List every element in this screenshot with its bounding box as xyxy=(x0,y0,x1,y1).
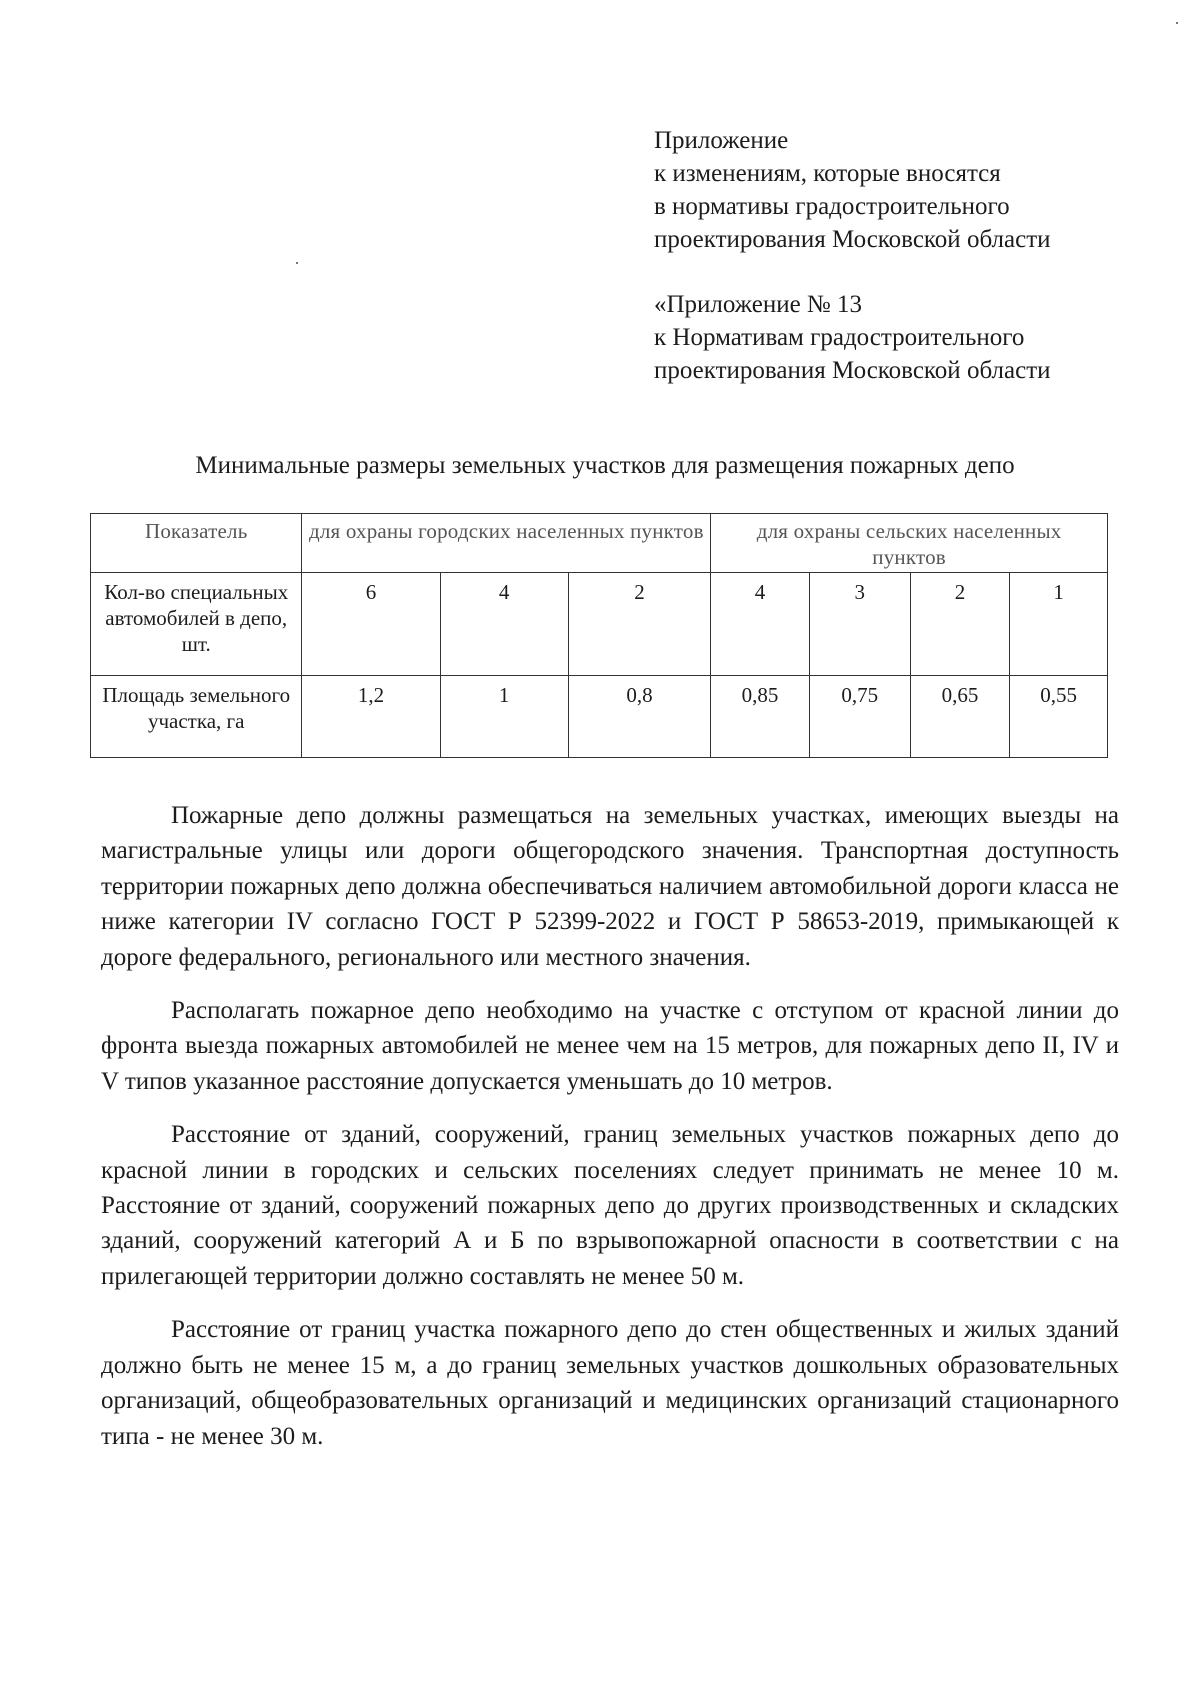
table-cell: 0,65 xyxy=(910,676,1010,758)
table-row xyxy=(91,676,1108,758)
table-cell: 4 xyxy=(711,573,810,676)
table-cell: 2 xyxy=(910,573,1010,676)
document-title: Минимальные размеры земельных участков для размещения пожарных депо xyxy=(195,452,1015,479)
paragraph: Расстояние от зданий, сооружений, границ земельных участков пожарных депо до красной линии в городских и сельских поселениях следует принимать не менее 10 м. Расстояние от зданий, сооружений пожарных депо до других производственных и складских зданий, сооружений категорий А и Б по взрывопожарной опасности в соответствии с на прилегающей территории должно составлять не менее 50 м. xyxy=(101,1121,1119,1290)
table-cell: 6 xyxy=(302,573,440,676)
header-urban: для охраны городских населенных пунктов xyxy=(302,514,711,573)
table-cell: 1,2 xyxy=(302,676,440,758)
row-label-area: Площадь земельного участка, га xyxy=(91,676,302,758)
appendix-line: в нормативы градостроительного xyxy=(654,193,1010,220)
appendix-13-line: «Приложение № 13 xyxy=(654,291,863,318)
paragraph: Расстояние от границ участка пожарного депо до стен общественных и жилых зданий должно быть не менее 15 м, а до границ земельных участков дошкольных образовательных организаций, общеобразовательных организаций и медицинских организаций стационарного типа - не менее 30 м. xyxy=(101,1316,1119,1450)
appendix-header xyxy=(654,124,1174,256)
table-cell: 0,8 xyxy=(568,676,710,758)
table-cell: 0,85 xyxy=(711,676,810,758)
row-label-vehicles: Кол-во специальных автомобилей в депо, шт. xyxy=(91,573,302,676)
table-row xyxy=(91,573,1108,676)
appendix-line: к изменениям, которые вносятся xyxy=(654,160,1001,187)
appendix-13-line: к Нормативам градостроительного xyxy=(654,324,1025,351)
body-text xyxy=(101,798,1119,1472)
table-cell: 0,55 xyxy=(1010,676,1108,758)
table-cell: 4 xyxy=(440,573,568,676)
table-header-row xyxy=(91,514,1108,573)
scan-speck xyxy=(1176,22,1178,24)
paragraph: Пожарные депо должны размещаться на земельных участках, имеющих выезды на магистральные улицы или дороги общегородского значения. Транспортная доступность территории пожарных депо должна обеспечиваться наличием автомобильной дороги класса не ниже категории IV согласно ГОСТ Р 52399-2022 и ГОСТ Р 58653-2019, примыкающей к дороге федерального, регионального или местного значения. xyxy=(101,802,1119,971)
table-cell: 1 xyxy=(1010,573,1108,676)
appendix-13-header xyxy=(654,288,1174,387)
header-rural: для охраны сельских населенных пунктов xyxy=(711,514,1108,573)
table-cell: 2 xyxy=(568,573,710,676)
header-indicator: Показатель xyxy=(91,514,302,573)
appendix-line: Приложение xyxy=(654,127,789,154)
appendix-line: проектирования Московской области xyxy=(654,226,1051,253)
paragraph: Располагать пожарное депо необходимо на участке с отступом от красной линии до фронта выезда пожарных автомобилей не менее чем на 15 метров, для пожарных депо II, IV и V типов указанное расстояние допускается уменьшать до 10 метров. xyxy=(101,997,1119,1095)
scan-speck xyxy=(296,262,298,264)
appendix-13-line: проектирования Московской области xyxy=(654,357,1051,384)
table-cell: 1 xyxy=(440,676,568,758)
table-cell: 0,75 xyxy=(809,676,910,758)
depot-size-table xyxy=(90,513,1108,758)
table-cell: 3 xyxy=(809,573,910,676)
